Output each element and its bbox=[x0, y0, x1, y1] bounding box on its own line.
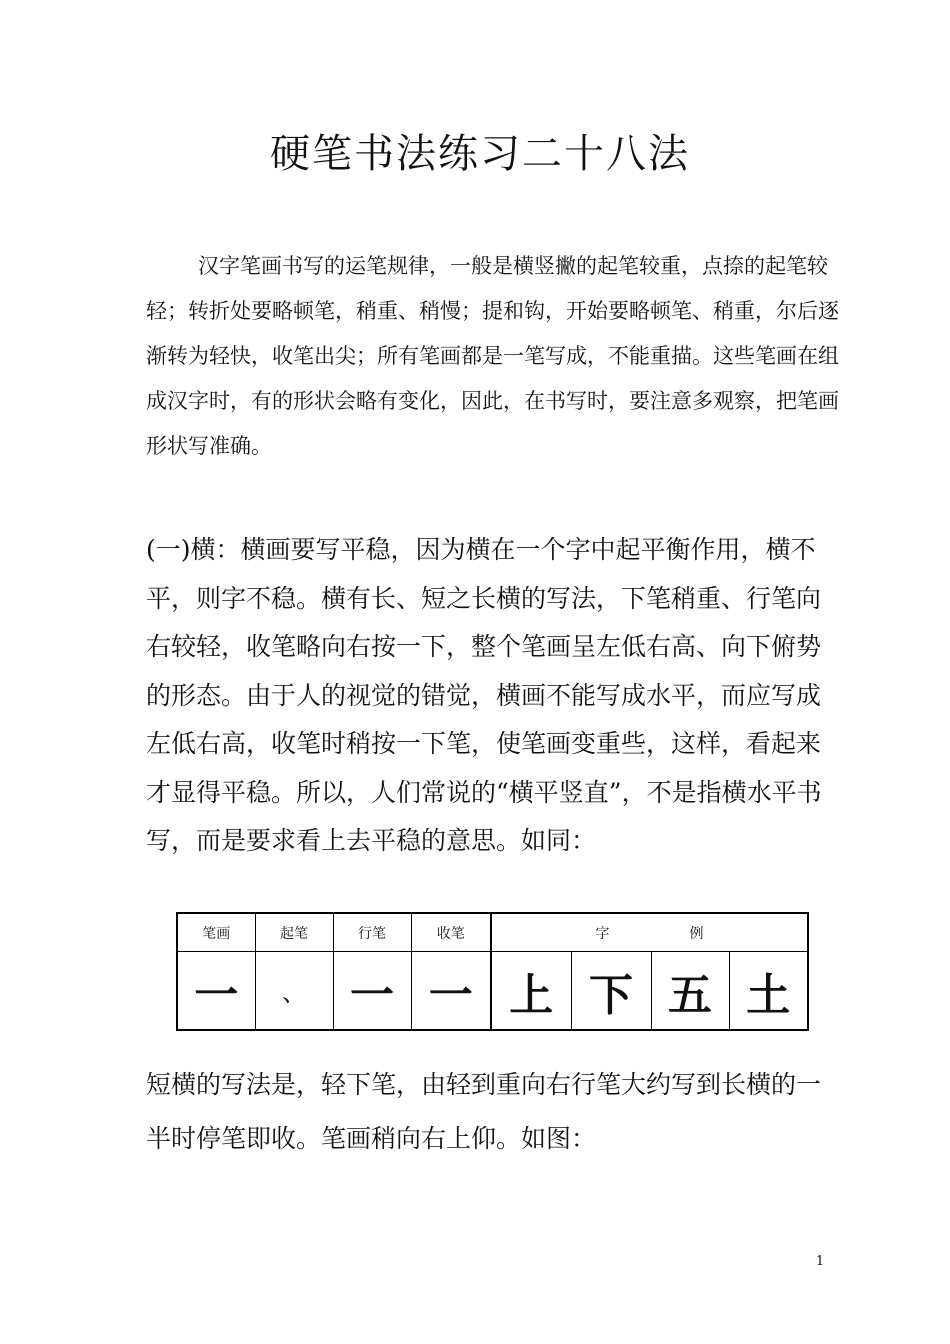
table-row bbox=[177, 952, 808, 1031]
document-title: 硬笔书法练习二十八法 bbox=[270, 131, 690, 177]
short-heng-paragraph: 短横的写法是，轻下笔，由轻到重向右行笔大约写到长横的一半时停笔即收。笔画稍向右上仰。如图： bbox=[146, 1070, 822, 1153]
header-examples bbox=[491, 913, 808, 952]
cell-example: 土 bbox=[729, 952, 808, 1031]
cell-example: 下 bbox=[571, 952, 651, 1031]
page-number: 1 bbox=[815, 1254, 825, 1269]
stroke-example-table bbox=[176, 912, 809, 1031]
cell-start: 、 bbox=[255, 952, 333, 1031]
header-example-char1: 字 bbox=[595, 925, 610, 942]
table-header-row bbox=[177, 913, 808, 952]
cell-move: 一 bbox=[333, 952, 411, 1031]
cell-end: 一 bbox=[411, 952, 491, 1031]
cell-example: 五 bbox=[651, 952, 729, 1031]
cell-example: 上 bbox=[491, 952, 571, 1031]
header-stroke: 笔画 bbox=[177, 913, 255, 952]
section-heng-paragraph: (一)横：横画要写平稳，因为横在一个字中起平衡作用，横不平，则字不稳。横有长、短之长横的写法，下笔稍重、行笔向右较轻，收笔略向右按一下，整个笔画呈左低右高、向下俯势的形态。由于人的视觉的错觉，横画不能写成水平，而应写成左低右高，收笔时稍按一下笔，使笔画变重些，这样，看起来才显得平稳。所以，人们常说的“横平竖直”，不是指横水平书写，而是要求看上去平稳的意思。如同： bbox=[146, 535, 822, 855]
intro-paragraph: 汉字笔画书写的运笔规律，一般是横竖撇的起笔较重，点捺的起笔较轻；转折处要略顿笔，稍重、稍慢；提和钩，开始要略顿笔、稍重，尔后逐渐转为轻快，收笔出尖；所有笔画都是一笔写成，不能重描。这些笔画在组成汉字时，有的形状会略有变化，因此，在书写时，要注意多观察，把笔画形状写准确。 bbox=[146, 254, 839, 458]
header-start: 起笔 bbox=[255, 913, 333, 952]
cell-stroke: 一 bbox=[177, 952, 255, 1031]
header-example-char2: 例 bbox=[689, 925, 704, 942]
header-end: 收笔 bbox=[411, 913, 491, 952]
header-move: 行笔 bbox=[333, 913, 411, 952]
